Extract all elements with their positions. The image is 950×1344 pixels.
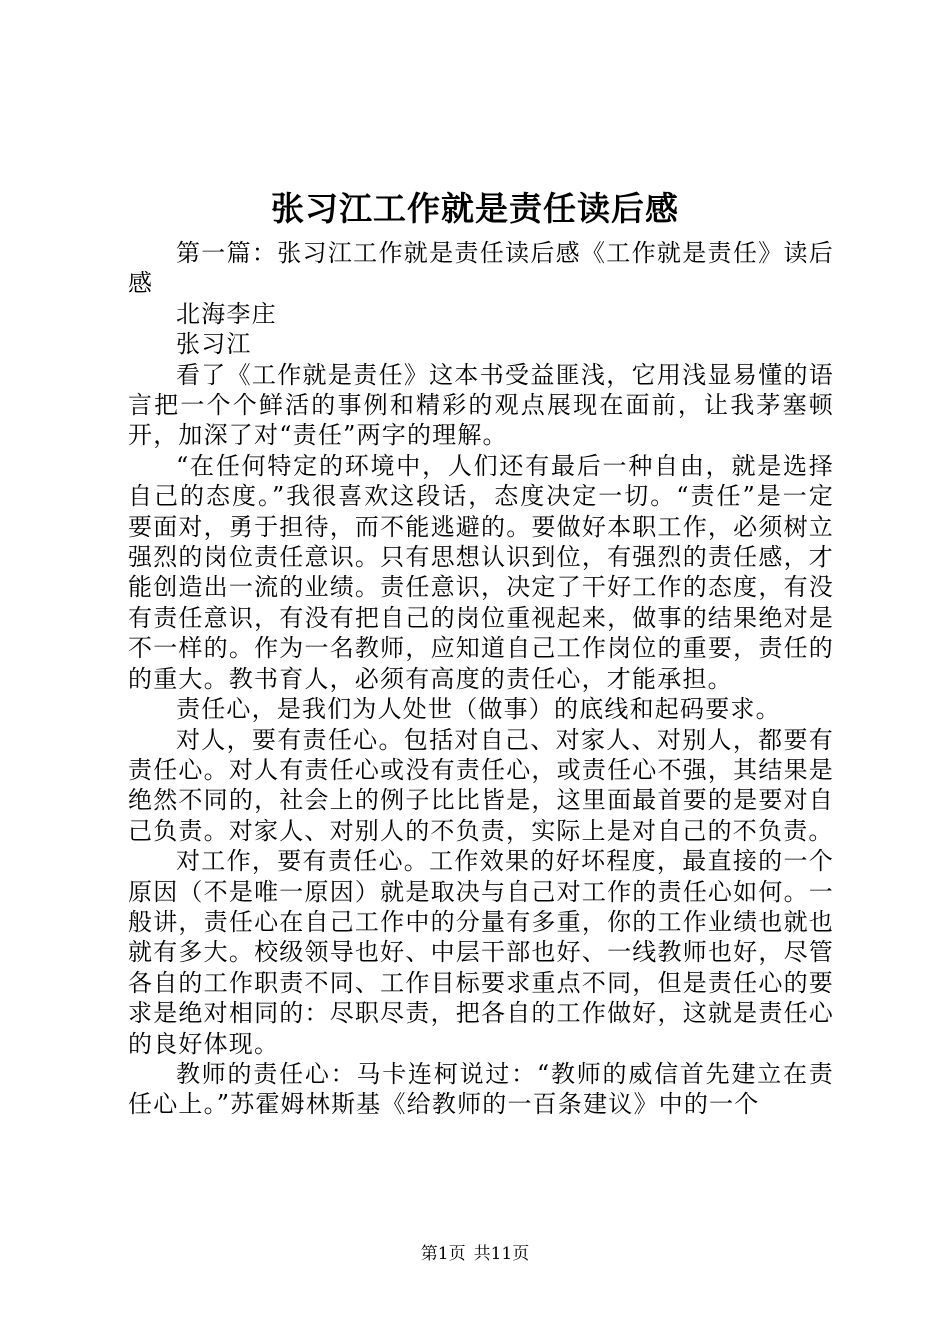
document-title: 张习江工作就是责任读后感	[271, 189, 679, 228]
paragraph: 教师的责任心：马卡连柯说过：“教师的威信首先建立在责任心上。”苏霍姆林斯基《给教师的一百条建议》中的一个	[128, 1059, 834, 1119]
paragraph: 北海李庄	[176, 299, 277, 328]
paragraph: 对工作，要有责任心。工作效果的好坏程度，最直接的一个原因（不是唯一原因）就是取决与自己对工作的责任心如何。一般讲，责任心在自己工作中的分量有多重，你的工作业绩也就也就有多大。校级领导也好、中层干部也好、一线教师也好，尽管各自的工作职责不同、工作目标要求重点不同，但是责任心的要求是绝对相同的：尽职尽责，把各自的工作做好，这就是责任心的良好体现。	[128, 847, 834, 1058]
paragraph: 张习江	[176, 330, 252, 359]
page-number: 第1页	[420, 1244, 466, 1264]
paragraph: 看了《工作就是责任》这本书受益匪浅，它用浅显易懂的语言把一个个鲜活的事例和精彩的观点展现在面前，让我茅塞顿开，加深了对“责任”两字的理解。	[128, 360, 834, 450]
paragraph: 第一篇：张习江工作就是责任读后感《工作就是责任》读后感	[128, 239, 834, 298]
document-body	[128, 238, 834, 1120]
page-footer	[0, 1243, 950, 1265]
page-total: 共11页	[473, 1244, 530, 1264]
paragraph: 对人，要有责任心。包括对自己、对家人、对别人，都要有责任心。对人有责任心或没有责任心，或责任心不强，其结果是绝然不同的，社会上的例子比比皆是，这里面最首要的是要对自己负责。对家人、对别人的不负责，实际上是对自己的不负责。	[128, 725, 834, 845]
paragraph: “在任何特定的环境中，人们还有最后一种自由，就是选择自己的态度。”我很喜欢这段话，态度决定一切。“责任”是一定要面对，勇于担待，而不能逃避的。要做好本职工作，必须树立强烈的岗位责任意识。只有思想认识到位，有强烈的责任感，才能创造出一流的业绩。责任意识，决定了干好工作的态度，有没有责任意识，有没有把自己的岗位重视起来，做事的结果绝对是不一样的。作为一名教师，应知道自己工作岗位的重要，责任的的重大。教书育人，必须有高度的责任心，才能承担。	[128, 451, 834, 693]
paragraph: 责任心，是我们为人处世（做事）的底线和起码要求。	[176, 695, 781, 724]
